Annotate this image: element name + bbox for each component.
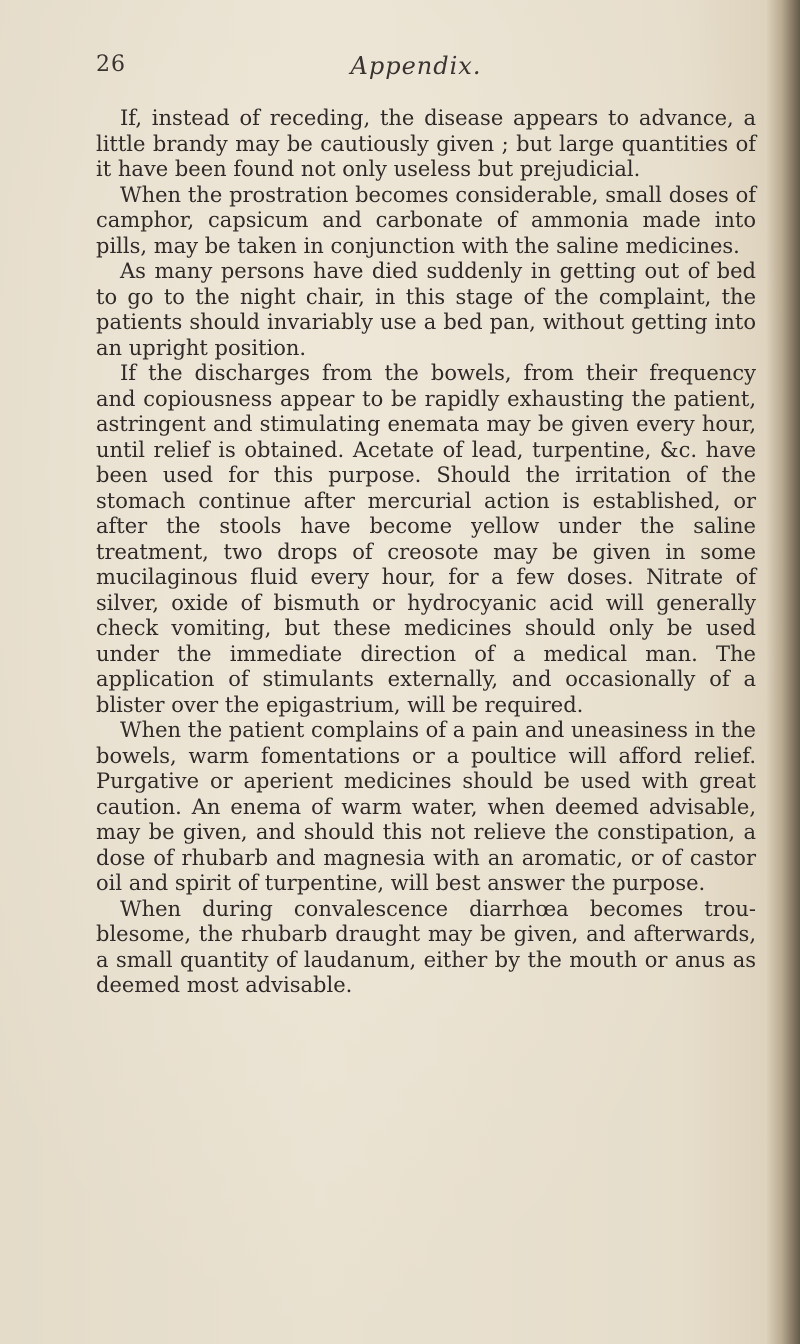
running-head: Appendix. xyxy=(350,52,482,80)
paragraph-convalescence: When during convalescence diarrhœa becomes troublesome, the rhubarb draught may be given, and afterwards, a small quantity of laudanum, either by the mouth or anus as deemed most advisable. xyxy=(96,896,756,997)
paragraph-prostration: When the prostration becomes considerable, small doses of camphor, capsicum and carbonate of ammonia made into pills, may be taken in conjunction with the saline medicines. xyxy=(96,182,756,258)
paragraph-brandy: If, instead of receding, the disease appears to advance, a little brandy may be cautiously given ; but large quantities of it have been found not only useless but prejudicial. xyxy=(96,106,756,181)
paragraph-bowel-pain: When the patient complains of a pain and uneasiness in the bowels, warm fomentations or a poultice will afford relief. Purgative or aperient medicines should be used with great caution. An enema of warm water, when deemed advisable, may be given, and should this not relieve the constipation, a dose of rhubarb and magnesia with an aromatic, or of castor oil and spirit of turpentine, will best answer the purpose. xyxy=(96,718,756,895)
page-number: 26 xyxy=(96,52,126,77)
paragraph-discharges: If the discharges from the bowels, from their frequency and copiousness appear to be rapidly exhausting the patient, astringent and stimulating enemata may be given every hour, until relief is obtained. Acetate of lead, turpentine, &c. have been used for this purpose. Should the irritation of the stomach continue after mercurial action is established, or after the stools have become yellow under the saline treatment, two drops of creosote may be given in some mucilaginous fluid every hour, for a few doses. Nitrate of silver, oxide of bismuth or hydrocyanic acid will generally check vomiting, but these medicines should only be used under the immediate direction of a medical man. The application of stimulants externally, and occasionally of a blister over the epigastrium, will be required. xyxy=(96,361,756,717)
page-gutter-shadow xyxy=(766,0,800,1344)
paragraph-bed-pan: As many persons have died suddenly in getting out of bed to go to the night chair, in this stage of the complaint, the patients should invariably use a bed pan, without getting into an upright position. xyxy=(96,259,756,360)
page-header xyxy=(96,52,736,84)
body-text xyxy=(96,106,756,999)
